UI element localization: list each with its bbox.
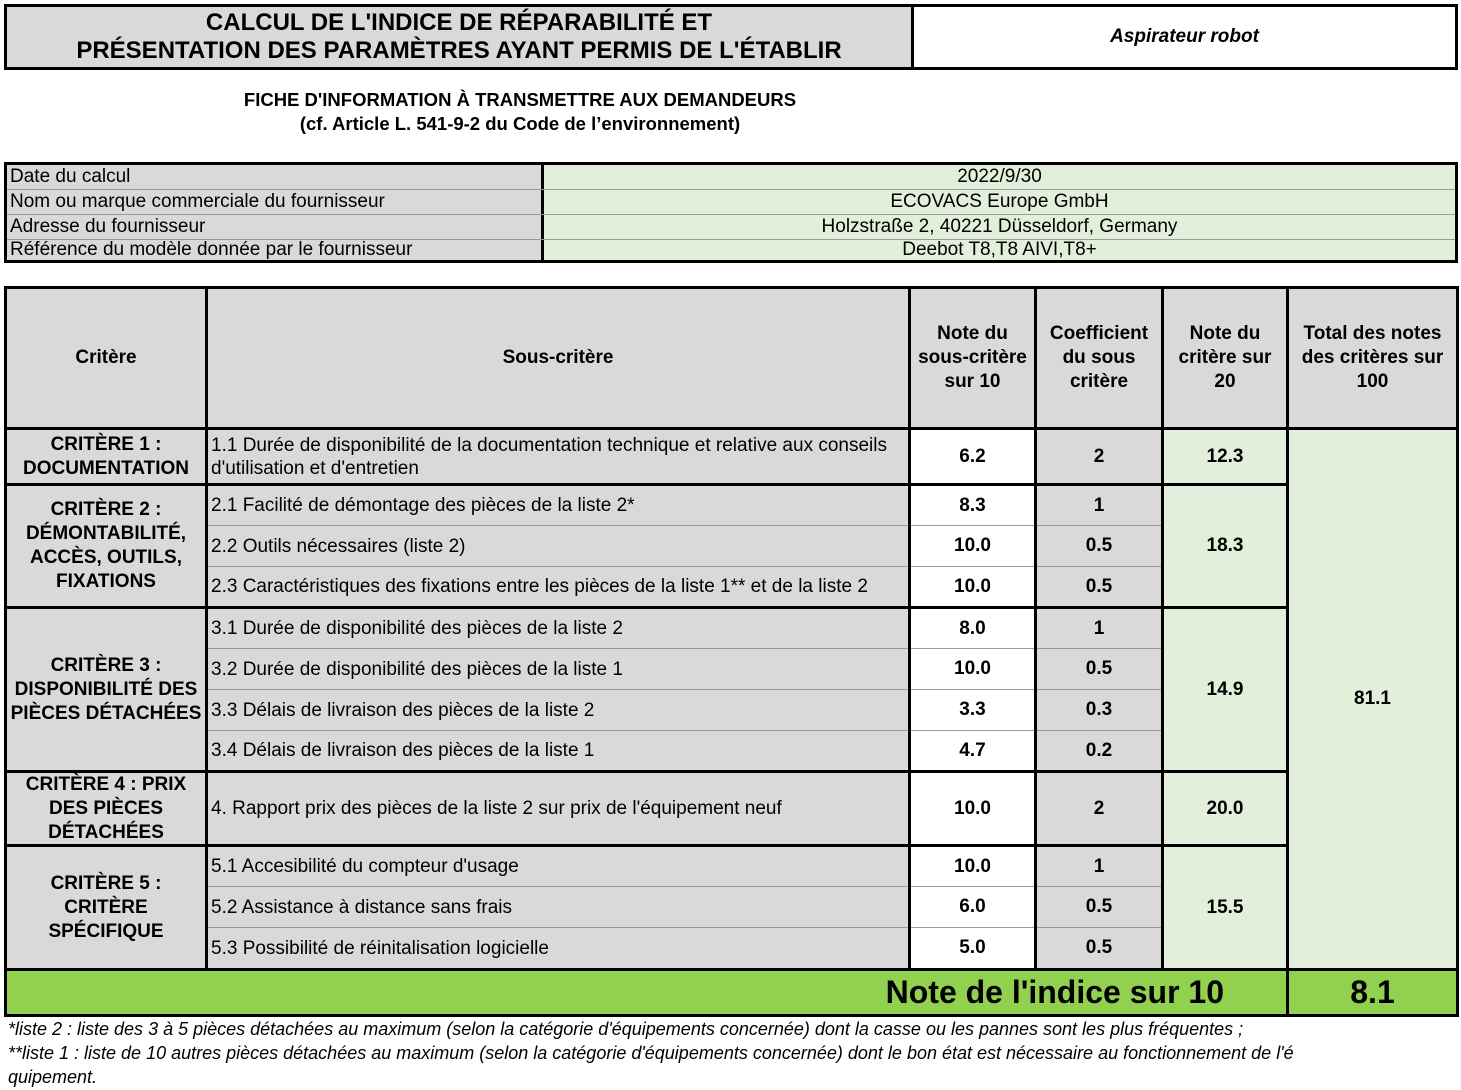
- subcriterion-3-3-note: 3.3: [911, 690, 1034, 730]
- subcriterion-5-1-coef: 1: [1037, 847, 1161, 886]
- info-label: Date du calcul: [7, 165, 544, 189]
- column-header-coefficient: Coefficient du sous critère: [1037, 289, 1161, 427]
- product-category: Aspirateur robot: [1110, 26, 1259, 47]
- footnote-liste-2: *liste 2 : liste des 3 à 5 pièces détachées au maximum (selon la catégorie d'équipements concernée) dont la casse ou les pannes sont les plus fréquentes ;: [8, 1019, 1244, 1039]
- subcriterion-3-1-note: 8.0: [911, 609, 1034, 648]
- info-value: Deebot T8,T8 AIVI,T8+: [544, 240, 1455, 260]
- subcriterion-2-1-note: 8.3: [911, 486, 1034, 525]
- subcriterion-2-2-coef: 0.5: [1037, 526, 1161, 566]
- subcriterion-5-3-label: 5.3 Possibilité de réinitalisation logicielle: [208, 928, 908, 968]
- subcriterion-2-3-coef: 0.5: [1037, 567, 1161, 606]
- subcriterion-4-coef: 2: [1037, 773, 1161, 844]
- criterion-4-score: 20.0: [1164, 773, 1286, 844]
- info-label: Adresse du fournisseur: [7, 215, 544, 239]
- column-header-total: Total des notes des critères sur 100: [1289, 289, 1456, 427]
- criterion-5-name: CRITÈRE 5 : CRITÈRE SPÉCIFIQUE: [7, 847, 205, 968]
- column-header-note-critere: Note du critère sur 20: [1164, 289, 1286, 427]
- subtitle-line-1: FICHE D'INFORMATION À TRANSMETTRE AUX DEMANDEURS: [243, 89, 797, 110]
- subtitle-line-2: (cf. Article L. 541-9-2 du Code de l’environnement): [299, 113, 741, 134]
- criterion-2-name: CRITÈRE 2 : DÉMONTABILITÉ, ACCÈS, OUTILS, FIXATIONS: [7, 486, 205, 606]
- subcriterion-2-2-note: 10.0: [911, 526, 1034, 566]
- subcriterion-2-1-label: 2.1 Facilité de démontage des pièces de la liste 2*: [208, 486, 908, 525]
- subcriterion-4-label: 4. Rapport prix des pièces de la liste 2 sur prix de l'équipement neuf: [208, 773, 908, 844]
- total-score-100: 81.1: [1289, 430, 1456, 968]
- subcriterion-3-2-coef: 0.5: [1037, 649, 1161, 689]
- subcriterion-5-1-note: 10.0: [911, 847, 1034, 886]
- subcriterion-3-2-label: 3.2 Durée de disponibilité des pièces de la liste 1: [208, 649, 908, 689]
- subcriterion-2-3-note: 10.0: [911, 567, 1034, 606]
- index-label: Note de l'indice sur 10: [7, 971, 1286, 1014]
- subcriterion-5-1-label: 5.1 Accesibilité du compteur d'usage: [208, 847, 908, 886]
- column-header-sous-critere: Sous-critère: [208, 289, 908, 427]
- title-line-1: CALCUL DE L'INDICE DE RÉPARABILITÉ ET: [205, 9, 713, 36]
- subcriterion-3-4-label: 3.4 Délais de livraison des pièces de la liste 1: [208, 731, 908, 770]
- subcriterion-3-1-coef: 1: [1037, 609, 1161, 648]
- criterion-1-name: CRITÈRE 1 : DOCUMENTATION: [7, 430, 205, 483]
- subcriterion-5-2-coef: 0.5: [1037, 887, 1161, 927]
- subcriterion-5-2-label: 5.2 Assistance à distance sans frais: [208, 887, 908, 927]
- subcriterion-2-3-label: 2.3 Caractéristiques des fixations entre les pièces de la liste 1** et de la liste 2: [208, 567, 908, 606]
- criterion-3-score: 14.9: [1164, 609, 1286, 770]
- subcriterion-3-3-coef: 0.3: [1037, 690, 1161, 730]
- info-value: 2022/9/30: [544, 165, 1455, 189]
- subcriterion-5-3-coef: 0.5: [1037, 928, 1161, 968]
- criterion-3-name: CRITÈRE 3 : DISPONIBILITÉ DES PIÈCES DÉTACHÉES: [7, 609, 205, 770]
- column-header-note-sous-critere: Note du sous-critère sur 10: [911, 289, 1034, 427]
- subcriterion-3-3-label: 3.3 Délais de livraison des pièces de la liste 2: [208, 690, 908, 730]
- info-value: ECOVACS Europe GmbH: [544, 190, 1455, 214]
- info-value: Holzstraße 2, 40221 Düsseldorf, Germany: [544, 215, 1455, 239]
- column-header-critere: Critère: [7, 289, 205, 427]
- subcriterion-3-2-note: 10.0: [911, 649, 1034, 689]
- subcriterion-3-4-note: 4.7: [911, 731, 1034, 770]
- subcriterion-3-4-coef: 0.2: [1037, 731, 1161, 770]
- subcriterion-2-2-label: 2.2 Outils nécessaires (liste 2): [208, 526, 908, 566]
- subcriterion-1-1-note: 6.2: [911, 430, 1034, 483]
- criterion-2-score: 18.3: [1164, 486, 1286, 606]
- criterion-4-name: CRITÈRE 4 : PRIX DES PIÈCES DÉTACHÉES: [7, 773, 205, 844]
- info-label: Référence du modèle donnée par le fournisseur: [7, 240, 544, 260]
- subcriterion-1-1-label: 1.1 Durée de disponibilité de la documentation technique et relative aux conseils d'utilisation et d'entretien: [208, 430, 908, 483]
- criterion-1-score: 12.3: [1164, 430, 1286, 483]
- title-line-2: PRÉSENTATION DES PARAMÈTRES AYANT PERMIS DE L'ÉTABLIR: [76, 37, 842, 64]
- subcriterion-4-note: 10.0: [911, 773, 1034, 844]
- subcriterion-3-1-label: 3.1 Durée de disponibilité des pièces de la liste 2: [208, 609, 908, 648]
- subcriterion-5-3-note: 5.0: [911, 928, 1034, 968]
- footnote-liste-1: **liste 1 : liste de 10 autres pièces détachées au maximum (selon la catégorie d'équipements concernée) dont le bon état est nécessaire au fonctionnement de l'é: [8, 1043, 1294, 1063]
- info-label: Nom ou marque commerciale du fournisseur: [7, 190, 544, 214]
- criterion-5-score: 15.5: [1164, 847, 1286, 968]
- index-value: 8.1: [1289, 971, 1456, 1014]
- footnote-liste-1-continued: quipement.: [8, 1067, 98, 1087]
- subcriterion-2-1-coef: 1: [1037, 486, 1161, 525]
- subcriterion-5-2-note: 6.0: [911, 887, 1034, 927]
- subcriterion-1-1-coef: 2: [1037, 430, 1161, 483]
